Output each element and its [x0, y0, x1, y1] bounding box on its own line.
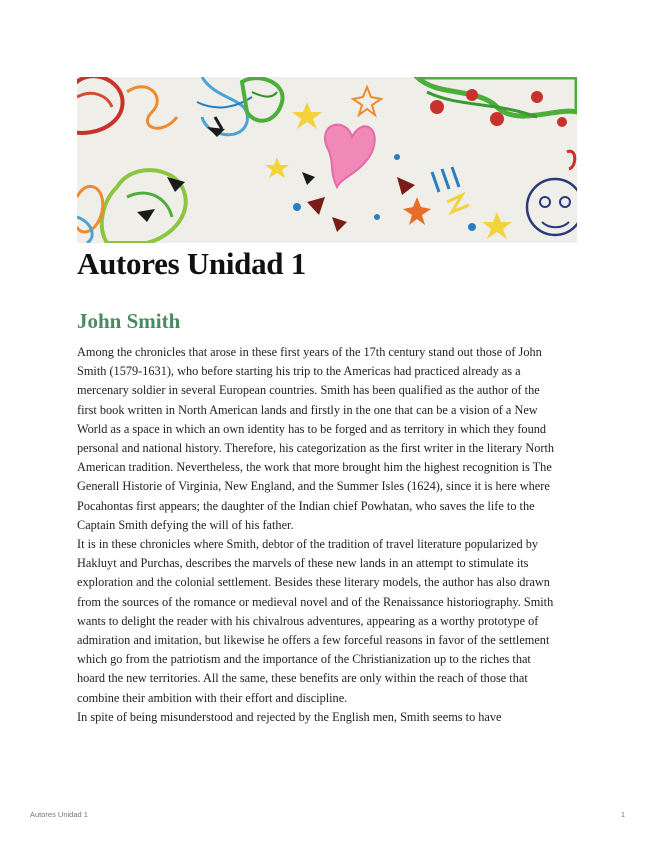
- paragraph: It is in these chronicles where Smith, debtor of the tradition of travel literature popularized by Hakluyt and Purchas, describes the marvels of these new lands in an attempt to stimulate its exploration and the colonial settlement. Besides these literary models, the author has also drawn from the sources of the romance or medieval novel and of the Renaissance historiography. Smith wants to delight the reader with his chivalrous adventures, appearing as a worthy prototype of admiration and imitation, but likewise he offers a few forceful reasons in favor of the settlement which go from the patriotism and the importance of the Christianization up to the riches that hoard the new territories. All the same, these benefits are only within the reach of those that combine their ambition with their effort and discipline.: [77, 537, 554, 705]
- header-banner-image: [77, 77, 577, 243]
- paragraph: In spite of being misunderstood and rejected by the English men, Smith seems to have: [77, 709, 502, 724]
- body-text: [77, 343, 555, 727]
- footer-title: Autores Unidad 1: [30, 810, 88, 819]
- page-title: Autores Unidad 1: [77, 246, 306, 281]
- paragraph: Among the chronicles that arose in these first years of the 17th century stand out those of John Smith (1579-1631), who before starting his trip to the Americas had practiced already as a mercenary soldier in several European countries. Smith has been qualified as the author of the first book written in North American lands and firstly in the one that can be a vision of a New World as a space in which an own identity has to be forged and as territory in which they found personal and national history. Therefore, his categorization as the first writer in the literary North American tradition. Nevertheless, the work that more brought him the highest recognition is The Generall Historie of Virginia, New England, and the Summer Isles (1624), since it is here where Pocahontas first appears; the daughter of the Indian chief Powhatan, who saves the life to the Captain Smith defying the will of his father.: [77, 345, 555, 532]
- page-number: 1: [620, 810, 625, 819]
- section-heading: John Smith: [77, 309, 181, 333]
